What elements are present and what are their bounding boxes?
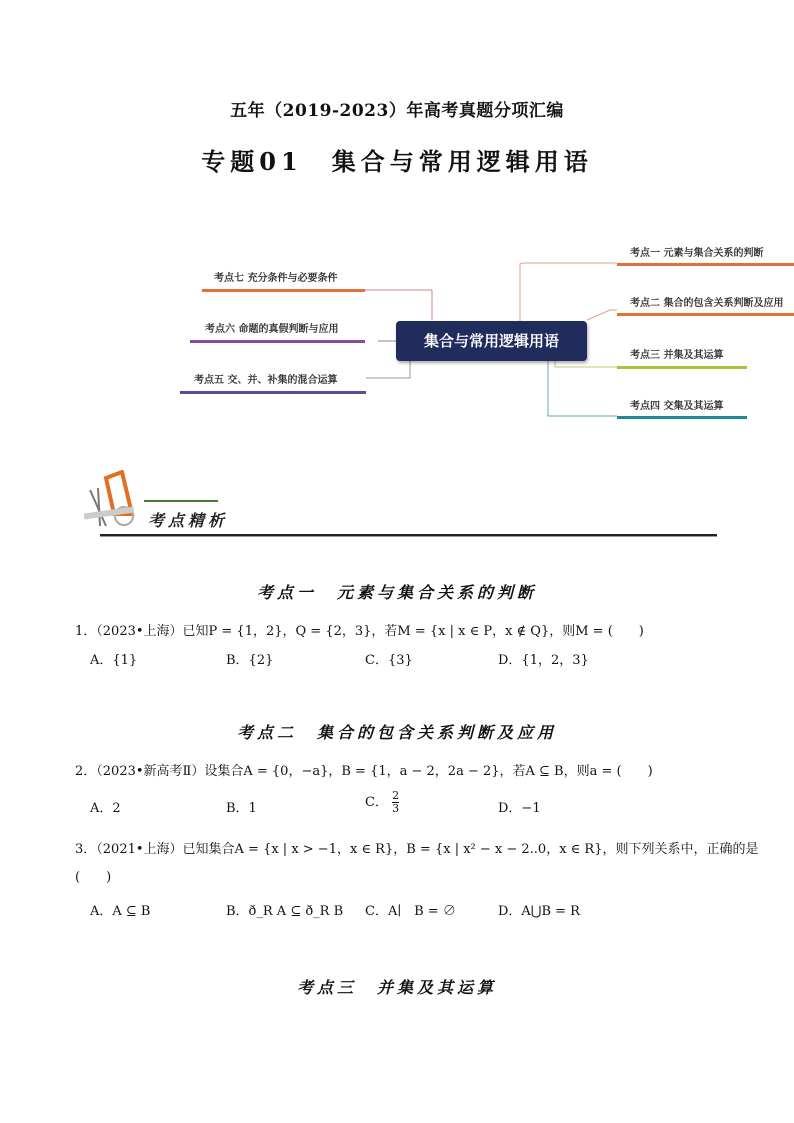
mindmap-center: 集合与常用逻辑用语 [396, 321, 587, 361]
section-banner-label: 考点精析 [148, 511, 229, 530]
question-2-option-a: A．2 [90, 801, 121, 816]
document-title: 五年（2019-2023）年高考真题分项汇编 [230, 101, 564, 121]
branch-bar-7 [202, 289, 365, 292]
question-2-option-c-fraction [392, 790, 399, 815]
question-3-option-a: A．A ⊆ B [90, 904, 151, 919]
question-2-stem: 2．（2023•新高考Ⅱ）设集合A = {0，−a}，B = {1，a − 2，2a − 2}，若A ⊆ B，则a = ( ) [75, 764, 653, 779]
question-3-option-c: C．A∣ B = ∅ [365, 904, 456, 919]
question-2-option-b: B．1 [226, 801, 257, 816]
question-1-option-a: A．{1} [90, 653, 138, 668]
question-3-stem: 3．（2021•上海）已知集合A = {x | x > −1，x ∈ R}，B = {x | x² − x − 2..0，x ∈ R}，则下列关系中，正确的是 [75, 842, 759, 857]
section-heading-3: 考点三 并集及其运算 [296, 978, 497, 997]
branch-bar-1 [617, 263, 794, 266]
branch-bar-4 [617, 416, 747, 419]
topic-title: 专题01 集合与常用逻辑用语 [201, 147, 593, 176]
mindmap-node-6: 考点六 命题的真假判断与应用 [205, 324, 339, 335]
section-heading-2: 考点二 集合的包含关系判断及应用 [236, 723, 557, 742]
mindmap-node-4: 考点四 交集及其运算 [630, 401, 724, 412]
question-1-option-d: D．{1，2，3} [498, 653, 589, 668]
question-2-option-d: D．−1 [498, 801, 541, 816]
question-1-stem: 1．（2023•上海）已知P = {1，2}，Q = {2，3}，若M = {x | x ∈ P，x ∉ Q}，则M = ( ) [75, 624, 644, 639]
branch-bar-5 [180, 391, 366, 394]
branch-bar-2 [617, 313, 794, 316]
question-1-option-c: C．{3} [365, 653, 413, 668]
banner-accent-line [144, 500, 218, 502]
mindmap-node-7: 考点七 充分条件与必要条件 [214, 273, 338, 284]
mindmap-node-3: 考点三 并集及其运算 [630, 350, 724, 361]
fraction-numerator: 2 [392, 789, 400, 802]
branch-bar-6 [190, 340, 365, 343]
question-3-option-b: B．ð_R A ⊆ ð_R B [226, 904, 344, 919]
section-heading-1: 考点一 元素与集合关系的判断 [256, 583, 537, 602]
mindmap-node-1: 考点一 元素与集合关系的判断 [630, 248, 764, 259]
mindmap-node-5: 考点五 交、并、补集的混合运算 [194, 375, 338, 386]
question-1-option-b: B．{2} [226, 653, 274, 668]
question-2-option-c [365, 790, 399, 815]
question-3-stem-continued: ( ) [75, 870, 112, 885]
banner-divider-shadow [100, 536, 717, 537]
branch-bar-3 [617, 366, 747, 369]
ruler-compass-icon [84, 470, 144, 532]
fraction-denominator: 3 [392, 802, 400, 815]
mindmap-node-2: 考点二 集合的包含关系判断及应用 [630, 298, 784, 309]
question-3-option-d: D．A⋃B = R [498, 904, 580, 919]
question-2-option-c-letter: C． [365, 795, 388, 810]
